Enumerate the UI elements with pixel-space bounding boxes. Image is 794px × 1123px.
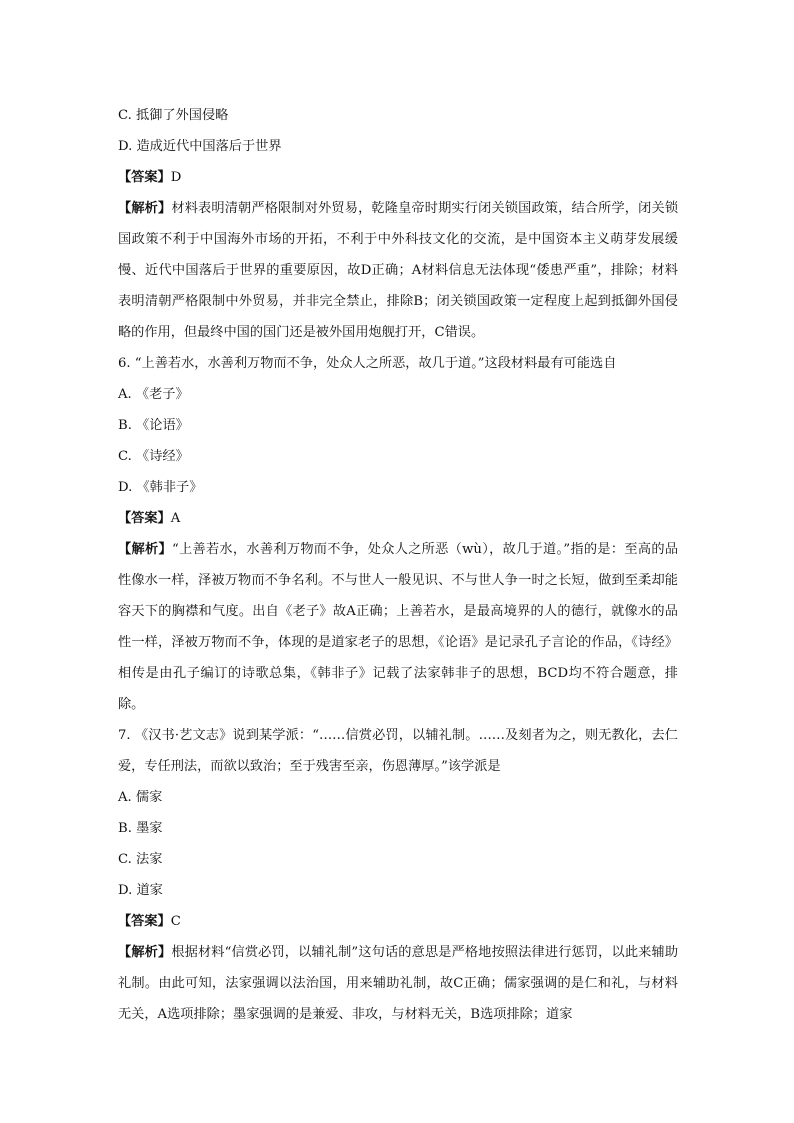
analysis-label: 【解析】 xyxy=(118,201,172,216)
q6-option-a: A. 《老子》 xyxy=(118,387,189,402)
q7-option-a: A. 儒家 xyxy=(118,790,163,805)
q7-option-d: D. 道家 xyxy=(118,883,163,898)
answer-label: 【答案】 xyxy=(118,170,171,185)
answer-value: C xyxy=(170,914,181,929)
analysis-text: 材料表明清朝严格限制对外贸易，乾隆皇帝时期实行闭关锁国政策，结合所学，闭关锁国政策不利于中国海外市场的开拓，不利于中外科技文化的交流，是中国资本主义萌芽发展缓慢、近代中国落后于世界的重要原因，故D正确；A材料信息无法体现“倭患严重”，排除；材料表明清朝严格限制中外贸易，并非完全禁止，排除B；闭关锁国政策一定程度上起到抵御外国侵略的作用，但最终中国的国门还是被外国用炮舰打开，C错误。 xyxy=(118,201,679,340)
q7-option-b: B. 墨家 xyxy=(118,821,163,836)
analysis-label: 【解析】 xyxy=(118,542,172,557)
q6-question: 6. “上善若水，水善利万物而不争，处众人之所恶，故几于道。”这段材料最有可能选自 xyxy=(118,356,617,371)
q5-answer xyxy=(118,162,678,193)
q6-analysis xyxy=(118,534,678,720)
answer-label: 【答案】 xyxy=(118,511,171,526)
q6-option-b: B. 《论语》 xyxy=(118,418,189,433)
q5-option-c: C. 抵御了外国侵略 xyxy=(118,108,229,123)
answer-value: A xyxy=(170,511,181,526)
q6-option-d: D. 《韩非子》 xyxy=(118,480,203,495)
document-content xyxy=(118,100,678,1030)
q5-analysis xyxy=(118,193,678,348)
q7-answer xyxy=(118,906,678,937)
q6-answer xyxy=(118,503,678,534)
answer-label: 【答案】 xyxy=(118,914,171,929)
analysis-text: “上善若水，水善利万物而不争，处众人之所恶（wù），故几于道。”指的是：至高的品性像水一样，泽被万物而不争名利。不与世人一般见识、不与世人争一时之长短，做到至柔却能容天下的胸襟和气度。出自《老子》故A正确；上善若水，是最高境界的人的德行，就像水的品性一样，泽被万物而不争，体现的是道家老子的思想，《论语》是记录孔子言论的作品，《诗经》相传是由孔子编订的诗歌总集，《韩非子》记载了法家韩非子的思想，BCD均不符合题意，排除。 xyxy=(118,542,679,712)
answer-value: D xyxy=(170,170,182,185)
analysis-text: 根据材料“信赏必罚，以辅礼制”这句话的意思是严格地按照法律进行惩罚，以此来辅助礼制。由此可知，法家强调以法治国，用来辅助礼制，故C正确；儒家强调的是仁和礼，与材料无关，A选项排除；墨家强调的是兼爱、非攻，与材料无关，B选项排除；道家 xyxy=(118,945,679,1022)
q6-option-c: C. 《诗经》 xyxy=(118,449,189,464)
q7-analysis xyxy=(118,937,678,1030)
analysis-label: 【解析】 xyxy=(118,945,172,960)
q7-option-c: C. 法家 xyxy=(118,852,163,867)
q5-option-d: D. 造成近代中国落后于世界 xyxy=(118,139,282,154)
q7-question: 7. 《汉书·艺文志》说到某学派：“……信赏必罚，以辅礼制。……及刻者为之，则无教化，去仁爱，专任刑法，而欲以致治；至于残害至亲，伤恩薄厚。”该学派是 xyxy=(118,728,678,774)
